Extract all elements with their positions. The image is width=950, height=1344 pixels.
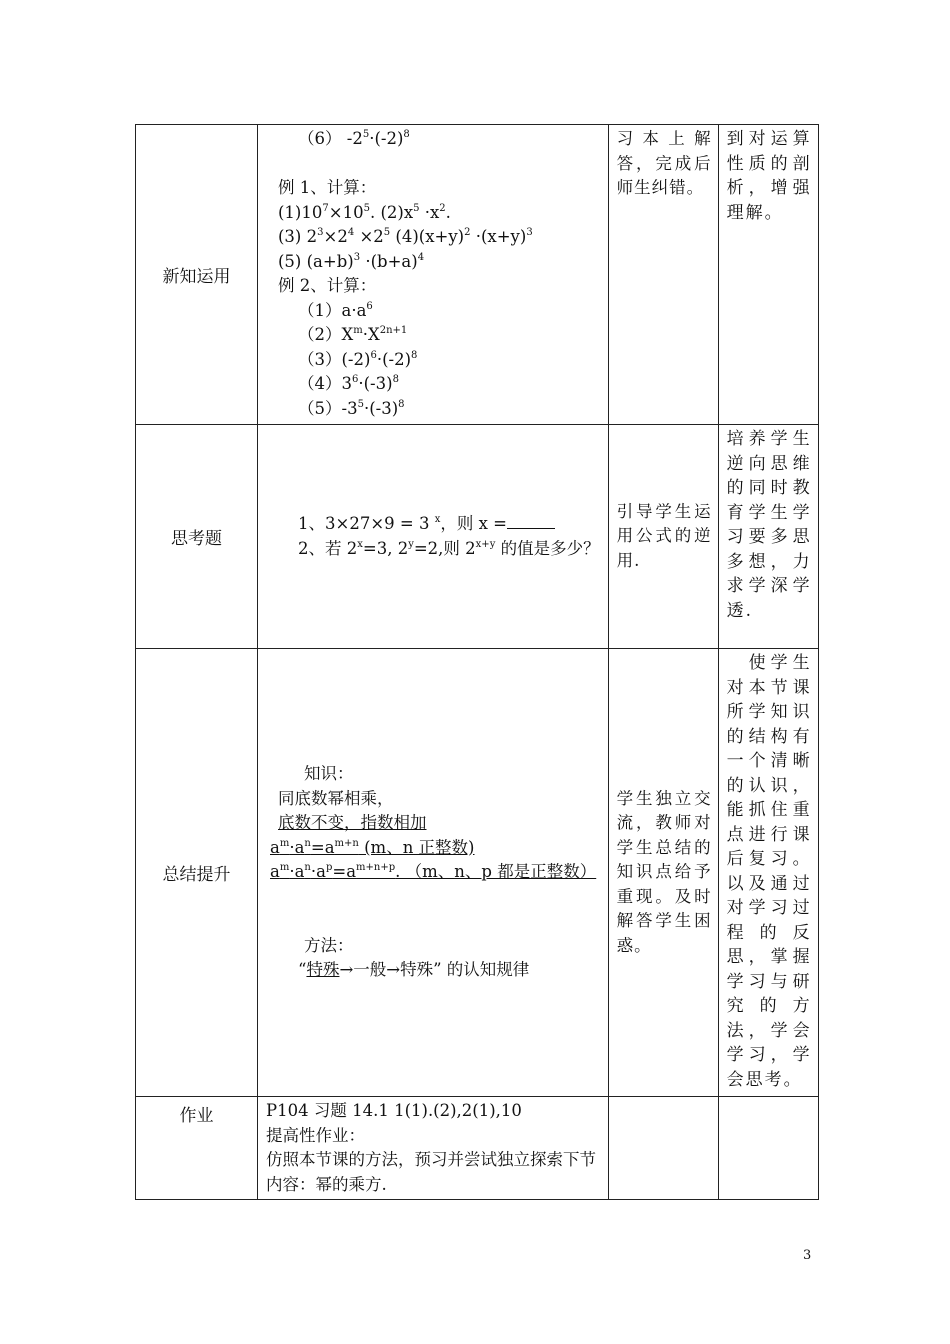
think-lines (270, 512, 600, 561)
goal-summary (718, 649, 818, 1097)
note-summary-text: 学生独立交流，教师对学生总结的知识点给予重现。及时解答学生困惑。 (616, 788, 712, 955)
answer-blank (507, 514, 555, 529)
row-apply (136, 125, 819, 425)
note-homework (608, 1097, 718, 1200)
apply-line-5: (3) $2^3\times 2^4 \times 2^5$ $(4)(x+y)^2 \cdot(x+y)^3$ (278, 227, 533, 246)
goal-think-text: 培养学生逆向思维的同时教育学生学习要多思多想，力求学深学透. (726, 429, 812, 621)
stage-homework: 作业 (136, 1097, 258, 1200)
row-homework (136, 1097, 819, 1200)
apply-line-10: $(3)(-2)^6\cdot(-2)^8$ (298, 349, 418, 369)
apply-line-9: $(2)X^m\cdot X^{2n+1}$ (298, 325, 408, 344)
knowledge-label: 知识： (304, 764, 354, 784)
content-homework (258, 1097, 609, 1200)
formula-2: $a^m\cdot a^n\cdot a^p=a^{m+n+p}$. （m、n、p 都是正整数） (270, 862, 597, 882)
think-line-1: 1、3×27×9 = 3 $^x$，则 x = (298, 512, 600, 537)
apply-line-1: （6） $-2^5\cdot(-2)^8$ (298, 129, 410, 148)
method-rest: →一般→特殊” 的认知规律 (339, 960, 530, 980)
note-think (608, 425, 718, 649)
apply-line-4: $(1)10^7\times 10^5$. $(2)x^5 \cdot x^2$. (278, 202, 451, 222)
goal-summary-text: 使学生对本节课所学知识的结构有一个清晰的认识，能抓住重点进行课后复习。以及通过对学习过程的反思，掌握学习与研究的方法，学会学习，学会思考。 (726, 653, 812, 1090)
goal-homework (718, 1097, 818, 1200)
stage-apply: 新知运用 (136, 125, 258, 425)
method-line (270, 958, 600, 983)
apply-line-3: 例 1、计算： (278, 178, 377, 197)
page-number: 3 (803, 1248, 812, 1263)
note-apply (608, 125, 718, 425)
content-summary (258, 649, 609, 1097)
rule-1: 同底数幂相乘， (278, 788, 394, 808)
apply-lines (270, 127, 600, 421)
apply-line-8: $(1)a\cdot a^6$ (298, 300, 373, 320)
row-think (136, 425, 819, 649)
method-label: 方法： (304, 935, 354, 955)
apply-line-7: 例 2、计算： (278, 276, 377, 295)
stage-summary: 总结提升 (136, 649, 258, 1097)
rule-2: 底数不变，指数相加 (278, 813, 427, 833)
note-think-text: 引导学生运用公式的逆用. (616, 501, 712, 570)
think-line-2: 2、若 $2^x=3$, $2^y=2$,则 $2^{x+y}$ 的值是多少？ (298, 538, 600, 558)
formula-1: $a^m\cdot a^n=a^{m+n}$ (m、n 正整数) (270, 837, 475, 857)
row-summary (136, 649, 819, 1097)
note-summary (608, 649, 718, 1097)
lesson-plan-table (135, 124, 819, 1200)
homework-line-3: 仿照本节课的方法，预习并尝试独立探索下节内容：幂的乘方. (266, 1150, 596, 1194)
goal-think (718, 425, 818, 649)
homework-line-2: 提高性作业： (266, 1125, 365, 1145)
method-open-quote: “ (298, 960, 307, 980)
apply-line-12: $(5)-3^5\cdot(-3)^8$ (298, 398, 405, 418)
content-apply (258, 125, 609, 425)
apply-line-6: (5) $(a+b)^3 \cdot(b+a)^4$ (278, 251, 425, 271)
apply-line-2 (270, 152, 600, 177)
method-special: 特殊 (306, 960, 340, 980)
apply-line-11: $(4)3^6\cdot(-3)^8$ (298, 374, 399, 393)
goal-apply (718, 125, 818, 425)
goal-apply-text: 到对运算性质的剖析，增强理解。 (726, 129, 812, 223)
note-apply-text: 习本上解答，完成后师生纠错。 (616, 129, 712, 197)
content-think (258, 425, 609, 649)
homework-line-1: P104 习题 14.1 1(1).(2),2(1),10 (266, 1101, 522, 1120)
stage-think: 思考题 (136, 425, 258, 649)
